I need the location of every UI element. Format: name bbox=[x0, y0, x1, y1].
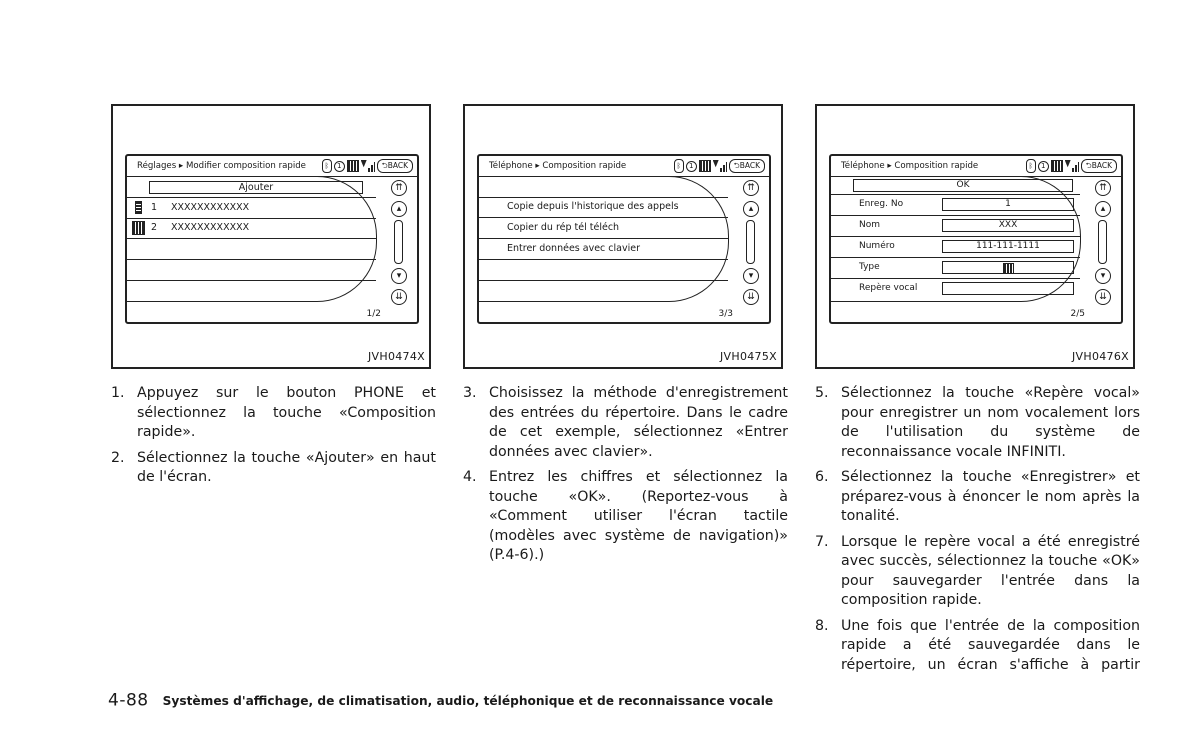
scrollbar[interactable] bbox=[1098, 220, 1107, 264]
office-phone-icon bbox=[132, 221, 145, 235]
screen-title: Téléphone ▸ Composition rapide bbox=[489, 161, 627, 171]
back-button[interactable]: ⮌BACK bbox=[377, 159, 413, 173]
step-number: 4. bbox=[463, 469, 477, 485]
screen-display bbox=[125, 154, 419, 324]
list-item[interactable] bbox=[127, 218, 376, 239]
signal-icon bbox=[1065, 160, 1079, 172]
screen-header bbox=[831, 156, 1121, 177]
entry-value: XXXXXXXXXXXX bbox=[171, 222, 250, 233]
step-text: Une fois que l'entrée de la composition rapide a été sauvegardée dans le répertoire, un écran s'affiche à partir bbox=[841, 617, 1140, 673]
status-bar bbox=[1026, 159, 1117, 173]
back-label: BACK bbox=[387, 161, 408, 170]
step-number: 6. bbox=[815, 469, 829, 485]
phone-status-icon: 1 bbox=[686, 161, 697, 172]
screen-header bbox=[127, 156, 417, 177]
bluetooth-icon: ᛒ bbox=[674, 159, 684, 173]
page-number: 4-88 bbox=[108, 690, 149, 711]
figure-panel-2 bbox=[463, 104, 783, 369]
option-label: Copier du rép tél téléch bbox=[507, 222, 620, 233]
text-column-3 bbox=[815, 384, 1140, 681]
option-downloaded-phonebook[interactable] bbox=[479, 218, 728, 239]
scroll-up-button[interactable]: ▴ bbox=[391, 201, 407, 217]
page-up-button[interactable]: ⇈ bbox=[743, 180, 759, 196]
scrollbar[interactable] bbox=[394, 220, 403, 264]
chapter-title: Systèmes d'affichage, de climatisation, audio, téléphonique et de reconnaissance vocale bbox=[162, 693, 774, 708]
field-label: Numéro bbox=[859, 241, 895, 251]
scroll-down-button[interactable]: ▾ bbox=[1095, 268, 1111, 284]
list-item bbox=[127, 260, 376, 281]
mobile-phone-icon bbox=[135, 201, 142, 214]
phone-status-icon: 1 bbox=[1038, 161, 1049, 172]
instruction-step bbox=[111, 384, 436, 443]
form-row bbox=[831, 279, 1080, 299]
back-label: BACK bbox=[739, 161, 760, 170]
instruction-step bbox=[111, 449, 436, 488]
text-column-2 bbox=[463, 384, 788, 572]
page-up-button[interactable]: ⇈ bbox=[1095, 180, 1111, 196]
entry-index: 2 bbox=[151, 222, 158, 233]
list-item[interactable] bbox=[127, 197, 376, 219]
bluetooth-icon: ᛒ bbox=[1026, 159, 1036, 173]
step-number: 8. bbox=[815, 617, 829, 634]
page-footer bbox=[108, 690, 773, 711]
figure-id: JVH0475X bbox=[720, 350, 777, 363]
form-row bbox=[831, 195, 1080, 216]
step-number: 1. bbox=[111, 385, 125, 401]
step-number: 7. bbox=[815, 533, 829, 550]
number-field[interactable]: 111-111-1111 bbox=[942, 240, 1074, 253]
step-text: Appuyez sur le bouton PHONE et sélectionnez la touche «Composition rapide». bbox=[137, 385, 436, 440]
figure-panel-1 bbox=[111, 104, 431, 369]
phone-status-icon: 1 bbox=[334, 161, 345, 172]
form-row bbox=[831, 216, 1080, 237]
instruction-step bbox=[463, 468, 788, 566]
record-number-field[interactable]: 1 bbox=[942, 198, 1074, 211]
page-down-button[interactable]: ⇊ bbox=[743, 289, 759, 305]
back-label: BACK bbox=[1091, 161, 1112, 170]
list-item bbox=[479, 177, 728, 198]
name-field[interactable]: XXX bbox=[942, 219, 1074, 232]
option-history[interactable] bbox=[479, 197, 728, 218]
figure-id: JVH0476X bbox=[1072, 350, 1129, 363]
screen-title: Téléphone ▸ Composition rapide bbox=[841, 161, 979, 171]
back-button[interactable]: ⮌BACK bbox=[1081, 159, 1117, 173]
type-field[interactable] bbox=[942, 261, 1074, 274]
battery-icon bbox=[1051, 160, 1063, 172]
voice-tag-field[interactable] bbox=[942, 282, 1074, 295]
screen-title: Réglages ▸ Modifier composition rapide bbox=[137, 161, 306, 171]
text-column-1 bbox=[111, 384, 436, 494]
field-label: Enreg. No bbox=[859, 199, 904, 209]
page-indicator: 1/2 bbox=[366, 309, 381, 319]
instruction-step bbox=[815, 617, 1140, 676]
step-text: Sélectionnez la touche «Repère vocal» pour enregistrer un nom vocalement lors de l'utilisation du système de reconnaissance vocale INFINITI. bbox=[841, 385, 1140, 460]
entry-list bbox=[127, 176, 377, 302]
screen-display bbox=[477, 154, 771, 324]
scroll-controls bbox=[389, 180, 411, 300]
list-item bbox=[479, 260, 728, 281]
instruction-step bbox=[815, 533, 1140, 611]
entry-value: XXXXXXXXXXXX bbox=[171, 202, 250, 213]
instruction-step bbox=[815, 468, 1140, 527]
step-number: 3. bbox=[463, 385, 477, 401]
signal-icon bbox=[361, 160, 375, 172]
scroll-up-button[interactable]: ▴ bbox=[743, 201, 759, 217]
page-indicator: 3/3 bbox=[718, 309, 733, 319]
option-label: Entrer données avec clavier bbox=[507, 243, 640, 254]
scroll-up-button[interactable]: ▴ bbox=[1095, 201, 1111, 217]
screen-header bbox=[479, 156, 769, 177]
field-label: Repère vocal bbox=[859, 283, 918, 293]
ok-button[interactable]: OK bbox=[853, 179, 1073, 192]
form-row bbox=[831, 237, 1080, 258]
field-label: Nom bbox=[859, 220, 881, 230]
step-text: Sélectionnez la touche «Enregistrer» et préparez-vous à énoncer le nom après la tonalité. bbox=[841, 469, 1140, 524]
scroll-down-button[interactable]: ▾ bbox=[743, 268, 759, 284]
battery-icon bbox=[347, 160, 359, 172]
page-indicator: 2/5 bbox=[1070, 309, 1085, 319]
bluetooth-icon: ᛒ bbox=[322, 159, 332, 173]
scroll-controls bbox=[1093, 180, 1115, 300]
office-phone-icon bbox=[1003, 263, 1014, 274]
figure-id: JVH0474X bbox=[368, 350, 425, 363]
status-bar bbox=[322, 159, 413, 173]
step-text: Sélectionnez la touche «Ajouter» en haut de l'écran. bbox=[137, 449, 436, 485]
option-list bbox=[479, 176, 729, 302]
step-text: Entrez les chiffres et sélectionnez la touche «OK». (Reportez-vous à «Comment utiliser l'écran tactile (modèles avec système de navigation)» (P.4-6).) bbox=[489, 469, 788, 563]
add-button[interactable]: Ajouter bbox=[149, 181, 363, 194]
step-number: 2. bbox=[111, 449, 125, 466]
status-bar bbox=[674, 159, 765, 173]
step-text: Lorsque le repère vocal a été enregistré avec succès, sélectionnez la touche «OK» pour sauvegarder l'entrée dans la composition rapide. bbox=[841, 533, 1140, 608]
field-label: Type bbox=[859, 262, 880, 272]
scroll-down-button[interactable]: ▾ bbox=[391, 268, 407, 284]
page-down-button[interactable]: ⇊ bbox=[391, 289, 407, 305]
scroll-controls bbox=[741, 180, 763, 300]
figure-panel-3 bbox=[815, 104, 1135, 369]
instruction-step bbox=[463, 384, 788, 462]
page-up-button[interactable]: ⇈ bbox=[391, 180, 407, 196]
entry-form bbox=[831, 176, 1081, 302]
screen-display bbox=[829, 154, 1123, 324]
scrollbar[interactable] bbox=[746, 220, 755, 264]
option-keypad-entry[interactable] bbox=[479, 239, 728, 260]
page-down-button[interactable]: ⇊ bbox=[1095, 289, 1111, 305]
back-button[interactable]: ⮌BACK bbox=[729, 159, 765, 173]
form-row bbox=[831, 258, 1080, 279]
form-row bbox=[831, 177, 1080, 195]
step-text: Choisissez la méthode d'enregistrement des entrées du répertoire. Dans le cadre de cet exemple, sélectionnez «Entrer données avec clavier». bbox=[489, 385, 788, 460]
instruction-step bbox=[815, 384, 1140, 462]
entry-index: 1 bbox=[151, 202, 158, 213]
step-number: 5. bbox=[815, 385, 829, 401]
signal-icon bbox=[713, 160, 727, 172]
option-label: Copie depuis l'historique des appels bbox=[507, 201, 679, 212]
list-item bbox=[127, 239, 376, 260]
battery-icon bbox=[699, 160, 711, 172]
